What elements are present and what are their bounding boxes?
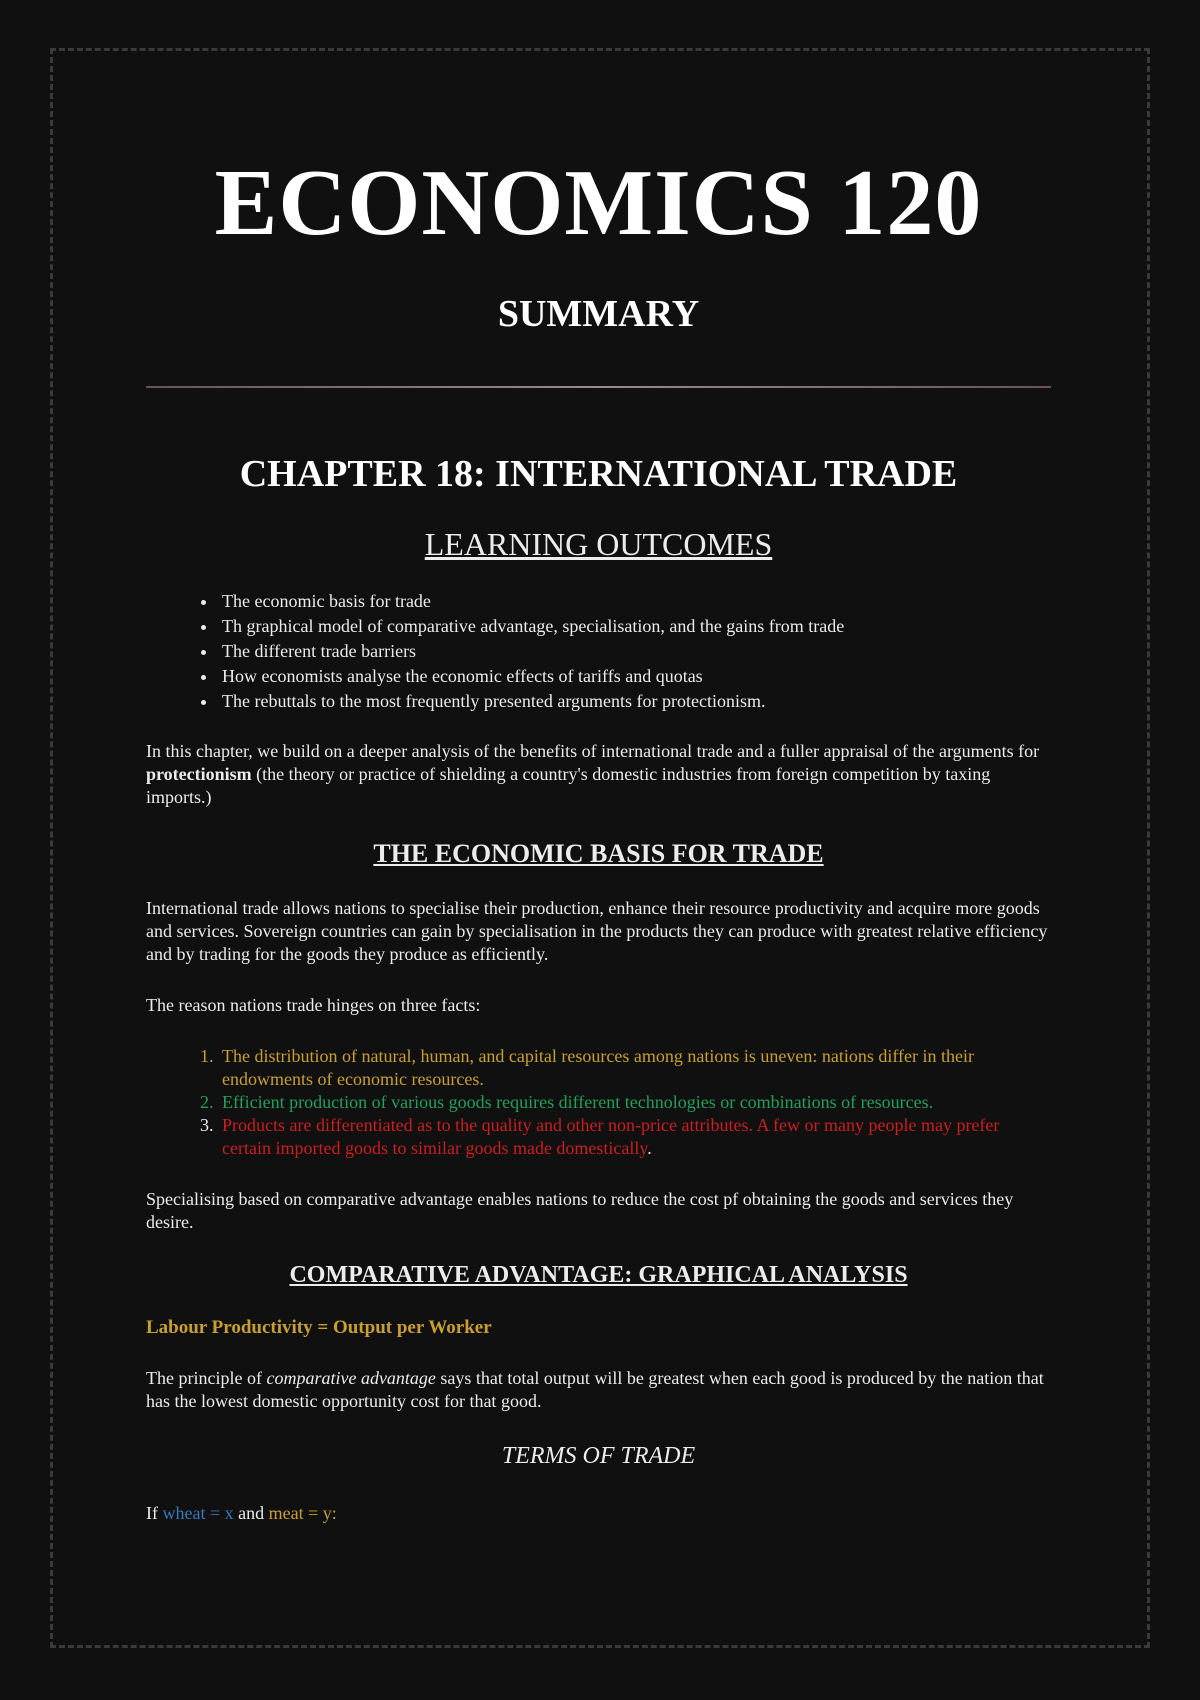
wheat-variable: wheat = x: [162, 1503, 234, 1523]
title-divider: [146, 386, 1051, 388]
outcome-item: • Th graphical model of comparative advantage, specialisation, and the gains from trade: [218, 614, 1051, 639]
outcome-item: • The different trade barriers: [218, 639, 1051, 664]
fact-item-3: [218, 1114, 1051, 1160]
outcome-item: • The economic basis for trade: [218, 589, 1051, 614]
document-title: ECONOMICS 120: [214, 151, 983, 255]
comparative-advantage-principle: [146, 1367, 1051, 1413]
learning-outcomes-heading: LEARNING OUTCOMES: [424, 526, 773, 562]
labour-productivity-formula: Labour Productivity = Output per Worker: [146, 1317, 492, 1338]
comparative-advantage-heading: COMPARATIVE ADVANTAGE: GRAPHICAL ANALYSIS: [289, 1262, 908, 1288]
intro-text-end: (the theory or practice of shielding a country's domestic industries from foreign competition by taxing imports.): [146, 764, 991, 807]
learning-outcomes-list: [146, 589, 1051, 714]
intro-text-start: In this chapter, we build on a deeper analysis of the benefits of international trade and a fuller appraisal of the arguments for: [146, 741, 1040, 761]
chapter-title: CHAPTER 18: INTERNATIONAL TRADE: [239, 453, 958, 495]
fact-item-1: 1. The distribution of natural, human, and capital resources among nations is uneven: nations differ in their endowments of economic resources.: [218, 1045, 1051, 1091]
protectionism-term: protectionism: [146, 764, 252, 784]
outcome-item: • How economists analyse the economic effects of tariffs and quotas: [218, 664, 1051, 689]
meat-variable: meat = y:: [268, 1503, 337, 1523]
outcome-item: • The rebuttals to the most frequently presented arguments for protectionism.: [218, 689, 1051, 714]
economic-basis-paragraph: International trade allows nations to specialise their production, enhance their resource productivity and acquire more goods and services. Sovereign countries can gain by specialisation in the products they can produce with greatest relative efficiency and by trading for the goods they produce as efficiently.: [146, 898, 1048, 964]
variable-definition-line: [146, 1502, 1051, 1525]
specialising-paragraph: Specialising based on comparative advantage enables nations to reduce the cost pf obtaining the goods and services they desire.: [146, 1189, 1014, 1232]
facts-intro: The reason nations trade hinges on three facts:: [146, 995, 481, 1015]
comparative-advantage-term: comparative advantage: [266, 1368, 436, 1388]
three-facts-list: [146, 1045, 1051, 1160]
intro-paragraph: [146, 740, 1051, 809]
page-content: [146, 140, 1051, 1525]
fact-item-2: 2. Efficient production of various goods requires different technologies or combinations of resources.: [218, 1091, 1051, 1114]
economic-basis-heading: THE ECONOMIC BASIS FOR TRADE: [373, 839, 824, 868]
fact-item-3-text: Products are differentiated as to the quality and other non-price attributes. A few or many people may prefer certain imported goods to similar goods made domestically: [222, 1115, 1000, 1158]
fact-item-3-period: .: [647, 1138, 652, 1158]
principle-text-end: says that total output will be greatest when each good is produced by the nation that has the lowest domestic opportunity cost for that good.: [146, 1368, 1044, 1411]
and-connector: and: [233, 1503, 269, 1523]
terms-of-trade-heading: TERMS OF TRADE: [501, 1443, 696, 1469]
principle-text-start: The principle of: [146, 1368, 267, 1388]
if-prefix: If: [146, 1503, 163, 1523]
document-subtitle: SUMMARY: [497, 293, 700, 335]
